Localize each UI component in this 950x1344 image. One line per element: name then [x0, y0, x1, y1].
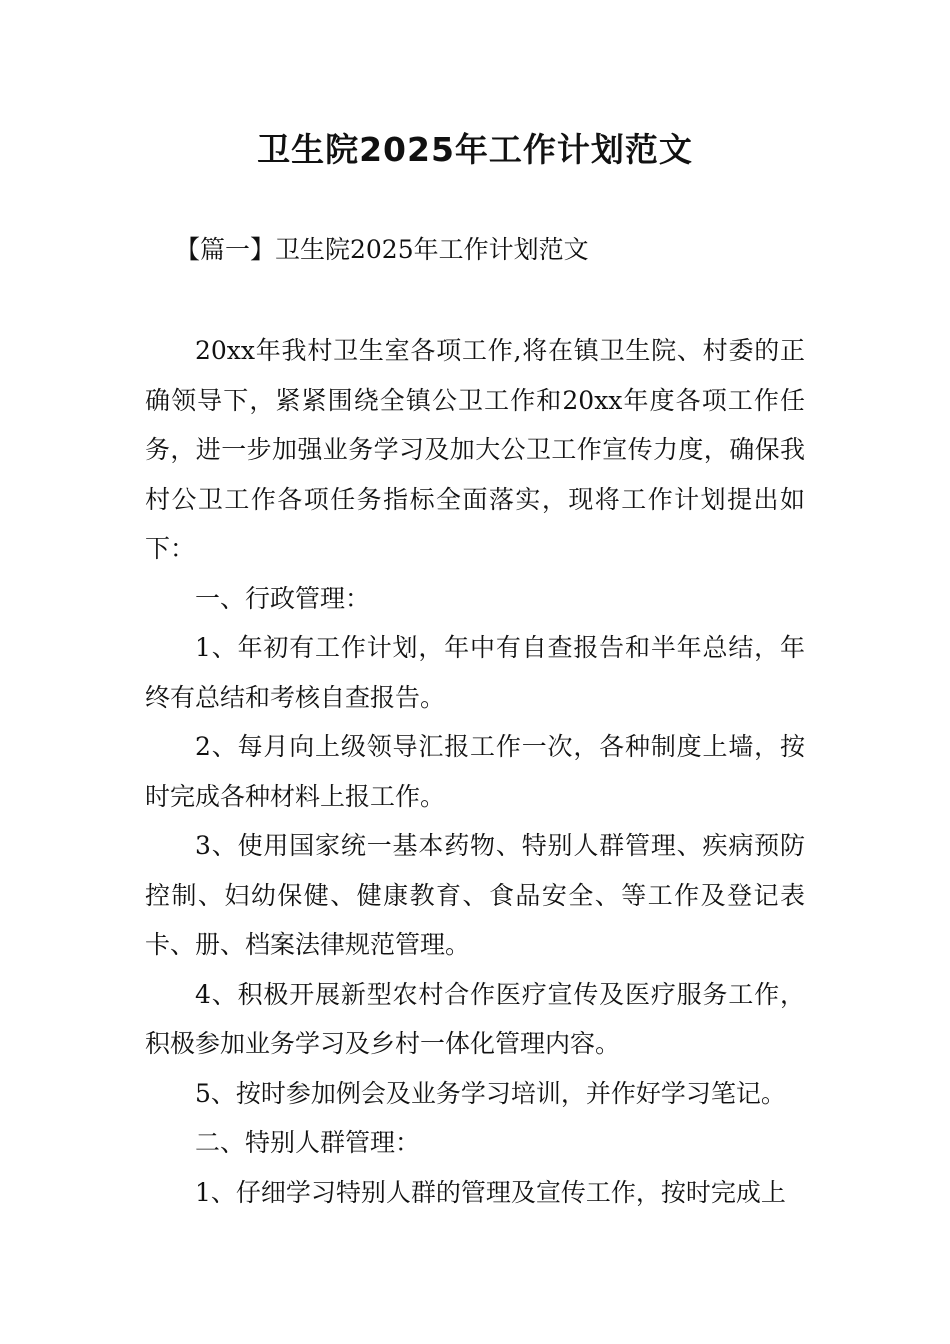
- document-subtitle: 【篇一】卫生院2025年工作计划范文: [175, 235, 589, 264]
- paragraph-special-groups-1: 1、仔细学习特别人群的管理及宣传工作，按时完成上: [195, 1177, 786, 1207]
- document-body: [145, 326, 805, 1217]
- section-heading-admin: 一、行政管理：: [195, 583, 371, 613]
- paragraph-admin-5: 5、按时参加例会及业务学习培训，并作好学习笔记。: [195, 1078, 786, 1108]
- paragraph-admin-1: 1、年初有工作计划，年中有自查报告和半年总结，年终有总结和考核自查报告。: [145, 633, 805, 712]
- paragraph-intro: 20xx年我村卫生室各项工作,将在镇卫生院、村委的正确领导下，紧紧围绕全镇公卫工作和20xx年度各项工作任务，进一步加强业务学习及加大公卫工作宣传力度，确保我村公卫工作各项任务指标全面落实，现将工作计划提出如下：: [145, 336, 805, 563]
- paragraph-admin-3: 3、使用国家统一基本药物、特别人群管理、疾病预防控制、妇幼保健、健康教育、食品安全、等工作及登记表卡、册、档案法律规范管理。: [145, 831, 805, 959]
- paragraph-admin-2: 2、每月向上级领导汇报工作一次，各种制度上墙，按时完成各种材料上报工作。: [145, 732, 805, 811]
- document-title: 卫生院2025年工作计划范文: [257, 130, 693, 169]
- paragraph-admin-4: 4、积极开展新型农村合作医疗宣传及医疗服务工作，积极参加业务学习及乡村一体化管理内容。: [145, 979, 805, 1058]
- section-heading-special-groups: 二、特别人群管理：: [195, 1128, 421, 1157]
